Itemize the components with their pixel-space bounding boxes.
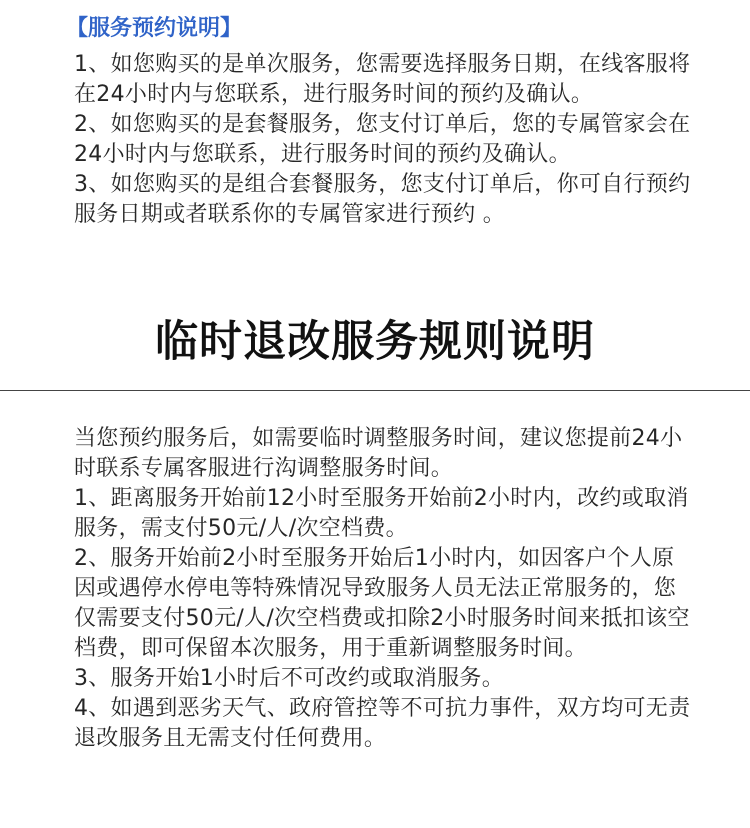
rules-intro: 当您预约服务后，如需要临时调整服务时间，建议您提前24小时联系专属客服进行沟调整服务时间。 (74, 426, 683, 481)
section-divider (0, 390, 750, 391)
change-rules-section (74, 424, 694, 754)
booking-item-3: 3、如您购买的是组合套餐服务，您支付订单后，你可自行预约服务日期或者联系你的专属管家进行预约 。 (74, 172, 691, 227)
rules-item-3: 3、服务开始1小时后不可改约或取消服务。 (74, 666, 504, 691)
booking-item-1: 1、如您购买的是单次服务，您需要选择服务日期，在线客服将在24小时内与您联系，进行服务时间的预约及确认。 (74, 52, 691, 107)
rules-item-4: 4、如遇到恶劣天气、政府管控等不可抗力事件，双方均可无责退改服务且无需支付任何费用。 (74, 696, 691, 751)
booking-instructions-section (66, 14, 694, 230)
rules-title: 临时退改服务规则说明 (155, 317, 595, 367)
rules-item-2: 2、服务开始前2小时至服务开始后1小时内，如因客户个人原因或遇停水停电等特殊情况导致服务人员无法正常服务的，您仅需要支付50元/人/次空档费或扣除2小时服务时间来抵扣该空档费，即可保留本次服务，用于重新调整服务时间。 (74, 546, 690, 661)
booking-item-2: 2、如您购买的是套餐服务，您支付订单后，您的专属管家会在24小时内与您联系，进行服务时间的预约及确认。 (74, 112, 691, 167)
rules-item-1: 1、距离服务开始前12小时至服务开始前2小时内，改约或取消服务，需支付50元/人/次空档费。 (74, 486, 689, 541)
booking-instructions-heading: 【服务预约说明】 (66, 16, 243, 41)
